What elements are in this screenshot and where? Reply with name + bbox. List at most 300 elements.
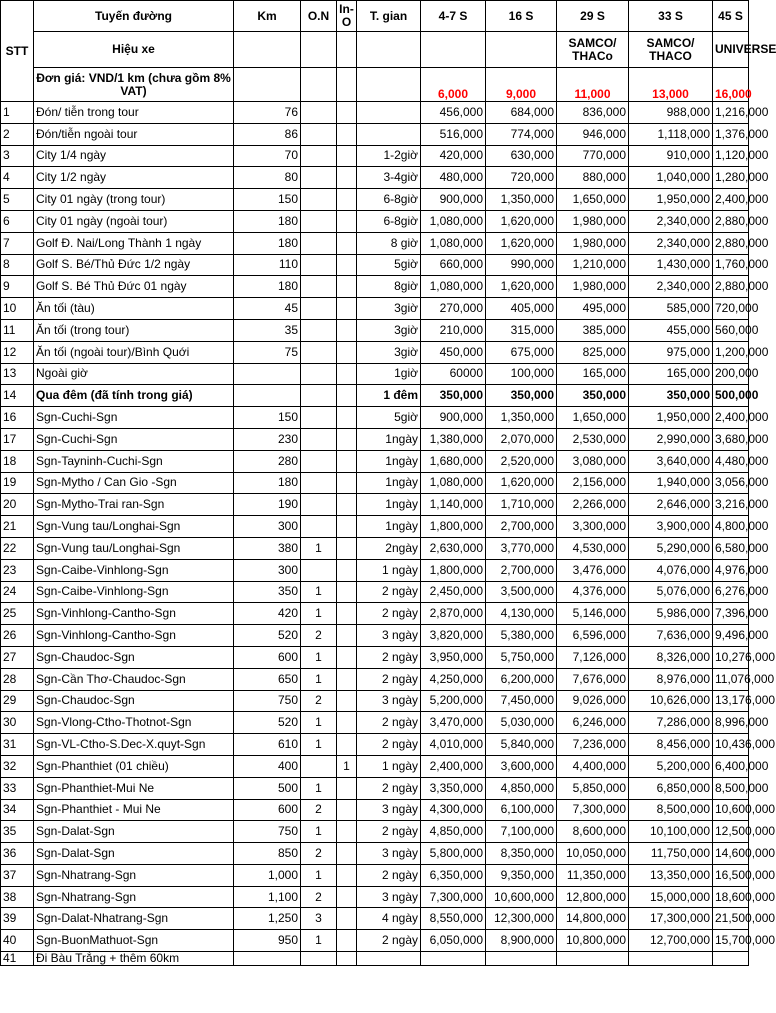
row-km: 950 xyxy=(234,930,301,952)
row-stt: 38 xyxy=(1,886,34,908)
row-overnight xyxy=(301,559,337,581)
header-row-sizes xyxy=(1,1,749,32)
row-stt: 16 xyxy=(1,407,34,429)
row-in-out xyxy=(337,843,357,865)
row-price: 1,430,000 xyxy=(629,254,713,276)
row-km: 70 xyxy=(234,145,301,167)
row-price: 2,266,000 xyxy=(557,494,629,516)
row-stt: 33 xyxy=(1,777,34,799)
row-overnight xyxy=(301,450,337,472)
row-overnight xyxy=(301,276,337,298)
row-duration: 2 ngày xyxy=(357,734,421,756)
row-price: 1,620,000 xyxy=(486,210,557,232)
table-row xyxy=(1,734,749,756)
row-route: Golf S. Bé/Thủ Đức 1/2 ngày xyxy=(34,254,234,276)
table-row xyxy=(1,385,749,407)
row-stt: 20 xyxy=(1,494,34,516)
row-price: 990,000 xyxy=(486,254,557,276)
row-price: 450,000 xyxy=(421,341,486,363)
row-price: 405,000 xyxy=(486,298,557,320)
row-stt: 28 xyxy=(1,668,34,690)
row-price: 500,000 xyxy=(713,385,749,407)
row-in-out xyxy=(337,363,357,385)
row-stt: 6 xyxy=(1,210,34,232)
row-overnight: 1 xyxy=(301,777,337,799)
row-stt: 32 xyxy=(1,755,34,777)
row-price: 10,436,000 xyxy=(713,734,749,756)
row-price: 165,000 xyxy=(557,363,629,385)
row-duration: 2 ngày xyxy=(357,603,421,625)
table-row xyxy=(1,428,749,450)
row-km: 610 xyxy=(234,734,301,756)
row-in-out xyxy=(337,799,357,821)
table-row xyxy=(1,821,749,843)
row-overnight: 1 xyxy=(301,646,337,668)
row-price: 630,000 xyxy=(486,145,557,167)
table-row xyxy=(1,210,749,232)
row-in-out xyxy=(337,864,357,886)
table-row xyxy=(1,799,749,821)
row-price: 1,120,000 xyxy=(713,145,749,167)
table-row xyxy=(1,167,749,189)
row-route: Sgn-Nhatrang-Sgn xyxy=(34,864,234,886)
row-price: 9,026,000 xyxy=(557,690,629,712)
row-overnight xyxy=(301,232,337,254)
table-row xyxy=(1,886,749,908)
row-overnight: 1 xyxy=(301,668,337,690)
row-price: 12,700,000 xyxy=(629,930,713,952)
row-price: 900,000 xyxy=(421,407,486,429)
row-price: 774,000 xyxy=(486,123,557,145)
row-in-out xyxy=(337,298,357,320)
row-km: 76 xyxy=(234,102,301,124)
row-route: Sgn-Cần Thơ-Chaudoc-Sgn xyxy=(34,668,234,690)
row-route: City 1/4 ngày xyxy=(34,145,234,167)
row-in-out xyxy=(337,319,357,341)
row-price: 8,456,000 xyxy=(629,734,713,756)
unit-price: 11,000 xyxy=(557,68,629,102)
table-row xyxy=(1,603,749,625)
unit-price: 16,000 xyxy=(713,68,749,102)
row-price: 350,000 xyxy=(629,385,713,407)
row-price xyxy=(486,952,557,966)
row-in-out xyxy=(337,232,357,254)
row-price: 3,680,000 xyxy=(713,428,749,450)
row-price: 4,850,000 xyxy=(421,821,486,843)
row-overnight xyxy=(301,428,337,450)
row-duration: 3giờ xyxy=(357,341,421,363)
row-stt: 26 xyxy=(1,625,34,647)
row-overnight: 1 xyxy=(301,821,337,843)
row-km: 400 xyxy=(234,755,301,777)
row-price: 6,400,000 xyxy=(713,755,749,777)
row-overnight xyxy=(301,102,337,124)
row-duration: 6-8giờ xyxy=(357,210,421,232)
row-route: Sgn-Nhatrang-Sgn xyxy=(34,886,234,908)
row-price: 4,850,000 xyxy=(486,777,557,799)
row-price: 7,300,000 xyxy=(421,886,486,908)
row-in-out xyxy=(337,428,357,450)
row-stt: 1 xyxy=(1,102,34,124)
vehicle-label: Hiệu xe xyxy=(34,32,234,68)
row-price: 15,000,000 xyxy=(629,886,713,908)
row-stt: 31 xyxy=(1,734,34,756)
row-price: 6,596,000 xyxy=(557,625,629,647)
row-km: 86 xyxy=(234,123,301,145)
row-duration: 1ngày xyxy=(357,494,421,516)
row-duration: 2 ngày xyxy=(357,712,421,734)
row-in-out xyxy=(337,625,357,647)
row-duration: 2 ngày xyxy=(357,581,421,603)
row-stt: 37 xyxy=(1,864,34,886)
row-route: Sgn-Vlong-Ctho-Thotnot-Sgn xyxy=(34,712,234,734)
row-route: Ngoài giờ xyxy=(34,363,234,385)
empty-cell xyxy=(234,68,301,102)
row-in-out xyxy=(337,385,357,407)
row-route: Sgn-Dalat-Sgn xyxy=(34,821,234,843)
row-price: 5,200,000 xyxy=(421,690,486,712)
row-duration: 3giờ xyxy=(357,298,421,320)
row-price: 7,300,000 xyxy=(557,799,629,821)
row-km: 150 xyxy=(234,407,301,429)
row-price: 1,950,000 xyxy=(629,407,713,429)
table-row xyxy=(1,254,749,276)
row-duration: 4 ngày xyxy=(357,908,421,930)
row-price: 3,080,000 xyxy=(557,450,629,472)
row-overnight xyxy=(301,494,337,516)
brand-header: SAMCO/ THACO xyxy=(629,32,713,68)
row-price: 4,400,000 xyxy=(557,755,629,777)
row-stt: 8 xyxy=(1,254,34,276)
row-duration: 3 ngày xyxy=(357,886,421,908)
row-km: 500 xyxy=(234,777,301,799)
row-km: 1,100 xyxy=(234,886,301,908)
empty-cell xyxy=(337,32,357,68)
header-row-brands xyxy=(1,32,749,68)
row-overnight: 1 xyxy=(301,734,337,756)
row-price: 3,350,000 xyxy=(421,777,486,799)
table-row xyxy=(1,864,749,886)
row-km: 600 xyxy=(234,646,301,668)
row-route: Đi Bàu Trắng + thêm 60km xyxy=(34,952,234,966)
row-price: 350,000 xyxy=(421,385,486,407)
row-stt: 3 xyxy=(1,145,34,167)
row-price: 7,236,000 xyxy=(557,734,629,756)
row-stt: 18 xyxy=(1,450,34,472)
row-price: 456,000 xyxy=(421,102,486,124)
row-in-out xyxy=(337,407,357,429)
row-price: 1,080,000 xyxy=(421,472,486,494)
row-price: 10,600,000 xyxy=(713,799,749,821)
row-overnight: 2 xyxy=(301,843,337,865)
row-price: 2,400,000 xyxy=(713,189,749,211)
row-price: 5,380,000 xyxy=(486,625,557,647)
row-route: Sgn-Dalat-Nhatrang-Sgn xyxy=(34,908,234,930)
table-row xyxy=(1,363,749,385)
row-in-out xyxy=(337,690,357,712)
row-stt: 12 xyxy=(1,341,34,363)
row-price: 2,870,000 xyxy=(421,603,486,625)
row-price: 5,800,000 xyxy=(421,843,486,865)
row-price: 2,880,000 xyxy=(713,210,749,232)
row-duration: 1giờ xyxy=(357,363,421,385)
row-overnight xyxy=(301,319,337,341)
row-price xyxy=(421,952,486,966)
table-row xyxy=(1,472,749,494)
row-stt: 13 xyxy=(1,363,34,385)
row-km: 190 xyxy=(234,494,301,516)
row-stt: 36 xyxy=(1,843,34,865)
row-in-out xyxy=(337,952,357,966)
row-in-out xyxy=(337,145,357,167)
row-price: 1,140,000 xyxy=(421,494,486,516)
row-price: 836,000 xyxy=(557,102,629,124)
unit-price: 9,000 xyxy=(486,68,557,102)
row-duration xyxy=(357,102,421,124)
row-price: 495,000 xyxy=(557,298,629,320)
table-row xyxy=(1,276,749,298)
row-km: 300 xyxy=(234,559,301,581)
row-price: 2,700,000 xyxy=(486,559,557,581)
row-stt: 27 xyxy=(1,646,34,668)
row-price: 660,000 xyxy=(421,254,486,276)
row-stt: 21 xyxy=(1,516,34,538)
row-in-out xyxy=(337,668,357,690)
row-in-out xyxy=(337,123,357,145)
row-stt: 7 xyxy=(1,232,34,254)
row-price: 5,200,000 xyxy=(629,755,713,777)
row-price: 3,950,000 xyxy=(421,646,486,668)
row-price: 12,300,000 xyxy=(486,908,557,930)
row-price: 3,056,000 xyxy=(713,472,749,494)
row-in-out xyxy=(337,450,357,472)
brand-header xyxy=(486,32,557,68)
row-duration: 1 ngày xyxy=(357,559,421,581)
row-price: 946,000 xyxy=(557,123,629,145)
row-duration: 3giờ xyxy=(357,319,421,341)
row-price: 6,350,000 xyxy=(421,864,486,886)
row-overnight: 3 xyxy=(301,908,337,930)
row-km: 1,000 xyxy=(234,864,301,886)
row-price: 720,000 xyxy=(486,167,557,189)
row-route: Sgn-VL-Ctho-S.Dec-X.quyt-Sgn xyxy=(34,734,234,756)
row-price: 7,286,000 xyxy=(629,712,713,734)
row-price: 7,450,000 xyxy=(486,690,557,712)
row-price: 5,986,000 xyxy=(629,603,713,625)
row-price: 7,676,000 xyxy=(557,668,629,690)
row-stt: 23 xyxy=(1,559,34,581)
row-km: 180 xyxy=(234,210,301,232)
bus-size-header: 33 S xyxy=(629,1,713,32)
row-route: Sgn-Vinhlong-Cantho-Sgn xyxy=(34,625,234,647)
row-km xyxy=(234,363,301,385)
row-price: 1,080,000 xyxy=(421,232,486,254)
row-price: 1,950,000 xyxy=(629,189,713,211)
row-price: 2,340,000 xyxy=(629,276,713,298)
row-price: 385,000 xyxy=(557,319,629,341)
row-km: 80 xyxy=(234,167,301,189)
row-km: 420 xyxy=(234,603,301,625)
row-km: 650 xyxy=(234,668,301,690)
row-in-out xyxy=(337,930,357,952)
row-price: 1,620,000 xyxy=(486,232,557,254)
row-price: 8,600,000 xyxy=(557,821,629,843)
row-in-out xyxy=(337,341,357,363)
row-price: 8,900,000 xyxy=(486,930,557,952)
row-duration: 2 ngày xyxy=(357,864,421,886)
row-price: 1,080,000 xyxy=(421,276,486,298)
row-price: 1,800,000 xyxy=(421,516,486,538)
row-price: 6,850,000 xyxy=(629,777,713,799)
row-in-out xyxy=(337,908,357,930)
row-duration: 1ngày xyxy=(357,516,421,538)
row-price: 3,470,000 xyxy=(421,712,486,734)
row-price: 1,280,000 xyxy=(713,167,749,189)
row-route: Ăn tối (trong tour) xyxy=(34,319,234,341)
row-price: 1,350,000 xyxy=(486,189,557,211)
row-duration: 2 ngày xyxy=(357,777,421,799)
table-row xyxy=(1,908,749,930)
route-header: Tuyến đường xyxy=(34,1,234,32)
unit-price: 6,000 xyxy=(421,68,486,102)
row-price: 1,650,000 xyxy=(557,407,629,429)
row-price: 11,350,000 xyxy=(557,864,629,886)
row-price: 15,700,000 xyxy=(713,930,749,952)
row-price: 13,176,000 xyxy=(713,690,749,712)
row-km: 280 xyxy=(234,450,301,472)
row-price: 2,700,000 xyxy=(486,516,557,538)
row-price: 6,050,000 xyxy=(421,930,486,952)
row-price: 1,620,000 xyxy=(486,472,557,494)
bus-size-header: 29 S xyxy=(557,1,629,32)
row-price: 12,500,000 xyxy=(713,821,749,843)
row-route: Golf Đ. Nai/Long Thành 1 ngày xyxy=(34,232,234,254)
table-row xyxy=(1,581,749,603)
row-duration: 1 đêm xyxy=(357,385,421,407)
row-price: 3,300,000 xyxy=(557,516,629,538)
row-route: Sgn-Cuchi-Sgn xyxy=(34,407,234,429)
row-overnight xyxy=(301,472,337,494)
row-in-out: 1 xyxy=(337,755,357,777)
row-in-out xyxy=(337,254,357,276)
table-row xyxy=(1,755,749,777)
row-route: Sgn-Phanthiet (01 chiều) xyxy=(34,755,234,777)
row-price: 684,000 xyxy=(486,102,557,124)
km-header: Km xyxy=(234,1,301,32)
row-price: 16,500,000 xyxy=(713,864,749,886)
row-in-out xyxy=(337,886,357,908)
row-price: 1,216,000 xyxy=(713,102,749,124)
row-price: 12,800,000 xyxy=(557,886,629,908)
row-route: Sgn-Tayninh-Cuchi-Sgn xyxy=(34,450,234,472)
row-km: 380 xyxy=(234,537,301,559)
table-row xyxy=(1,450,749,472)
row-in-out xyxy=(337,603,357,625)
row-km: 850 xyxy=(234,843,301,865)
table-row xyxy=(1,712,749,734)
row-price: 910,000 xyxy=(629,145,713,167)
row-price: 770,000 xyxy=(557,145,629,167)
row-route: Sgn-Mytho / Can Gio -Sgn xyxy=(34,472,234,494)
row-price: 480,000 xyxy=(421,167,486,189)
row-overnight: 2 xyxy=(301,886,337,908)
row-price: 7,636,000 xyxy=(629,625,713,647)
row-price: 8,500,000 xyxy=(713,777,749,799)
row-route: Golf S. Bé Thủ Đức 01 ngày xyxy=(34,276,234,298)
row-km xyxy=(234,952,301,966)
row-in-out xyxy=(337,646,357,668)
row-stt: 4 xyxy=(1,167,34,189)
row-price xyxy=(557,952,629,966)
row-stt: 41 xyxy=(1,952,34,966)
row-price: 1,980,000 xyxy=(557,276,629,298)
row-price: 1,940,000 xyxy=(629,472,713,494)
row-price: 585,000 xyxy=(629,298,713,320)
row-price: 100,000 xyxy=(486,363,557,385)
row-stt: 14 xyxy=(1,385,34,407)
row-stt: 39 xyxy=(1,908,34,930)
row-duration xyxy=(357,123,421,145)
row-price: 18,600,000 xyxy=(713,886,749,908)
row-price: 2,400,000 xyxy=(421,755,486,777)
row-route: Qua đêm (đã tính trong giá) xyxy=(34,385,234,407)
row-overnight: 1 xyxy=(301,537,337,559)
table-row xyxy=(1,777,749,799)
row-stt: 22 xyxy=(1,537,34,559)
table-row xyxy=(1,298,749,320)
row-duration: 6-8giờ xyxy=(357,189,421,211)
row-price: 2,450,000 xyxy=(421,581,486,603)
row-route: Ăn tối (tàu) xyxy=(34,298,234,320)
row-overnight xyxy=(301,167,337,189)
row-overnight: 1 xyxy=(301,864,337,886)
row-duration: 5giờ xyxy=(357,254,421,276)
row-price: 17,300,000 xyxy=(629,908,713,930)
on-header: O.N xyxy=(301,1,337,32)
row-price: 5,146,000 xyxy=(557,603,629,625)
row-price: 516,000 xyxy=(421,123,486,145)
row-route: Sgn-Phanthiet-Mui Ne xyxy=(34,777,234,799)
row-price: 5,290,000 xyxy=(629,537,713,559)
row-price: 4,376,000 xyxy=(557,581,629,603)
row-price: 2,340,000 xyxy=(629,232,713,254)
row-in-out xyxy=(337,821,357,843)
row-stt: 30 xyxy=(1,712,34,734)
row-price: 10,800,000 xyxy=(557,930,629,952)
row-price: 1,980,000 xyxy=(557,210,629,232)
row-duration: 2 ngày xyxy=(357,930,421,952)
row-km: 150 xyxy=(234,189,301,211)
row-price: 9,496,000 xyxy=(713,625,749,647)
row-in-out xyxy=(337,167,357,189)
row-price: 4,800,000 xyxy=(713,516,749,538)
row-duration: 3 ngày xyxy=(357,690,421,712)
row-price: 2,990,000 xyxy=(629,428,713,450)
row-price: 200,000 xyxy=(713,363,749,385)
row-stt: 11 xyxy=(1,319,34,341)
table-row xyxy=(1,625,749,647)
row-stt: 10 xyxy=(1,298,34,320)
row-price: 5,850,000 xyxy=(557,777,629,799)
row-overnight xyxy=(301,516,337,538)
row-overnight: 1 xyxy=(301,930,337,952)
row-price: 13,350,000 xyxy=(629,864,713,886)
row-price: 988,000 xyxy=(629,102,713,124)
table-row xyxy=(1,319,749,341)
row-price: 2,070,000 xyxy=(486,428,557,450)
table-row xyxy=(1,494,749,516)
row-duration: 1 ngày xyxy=(357,755,421,777)
